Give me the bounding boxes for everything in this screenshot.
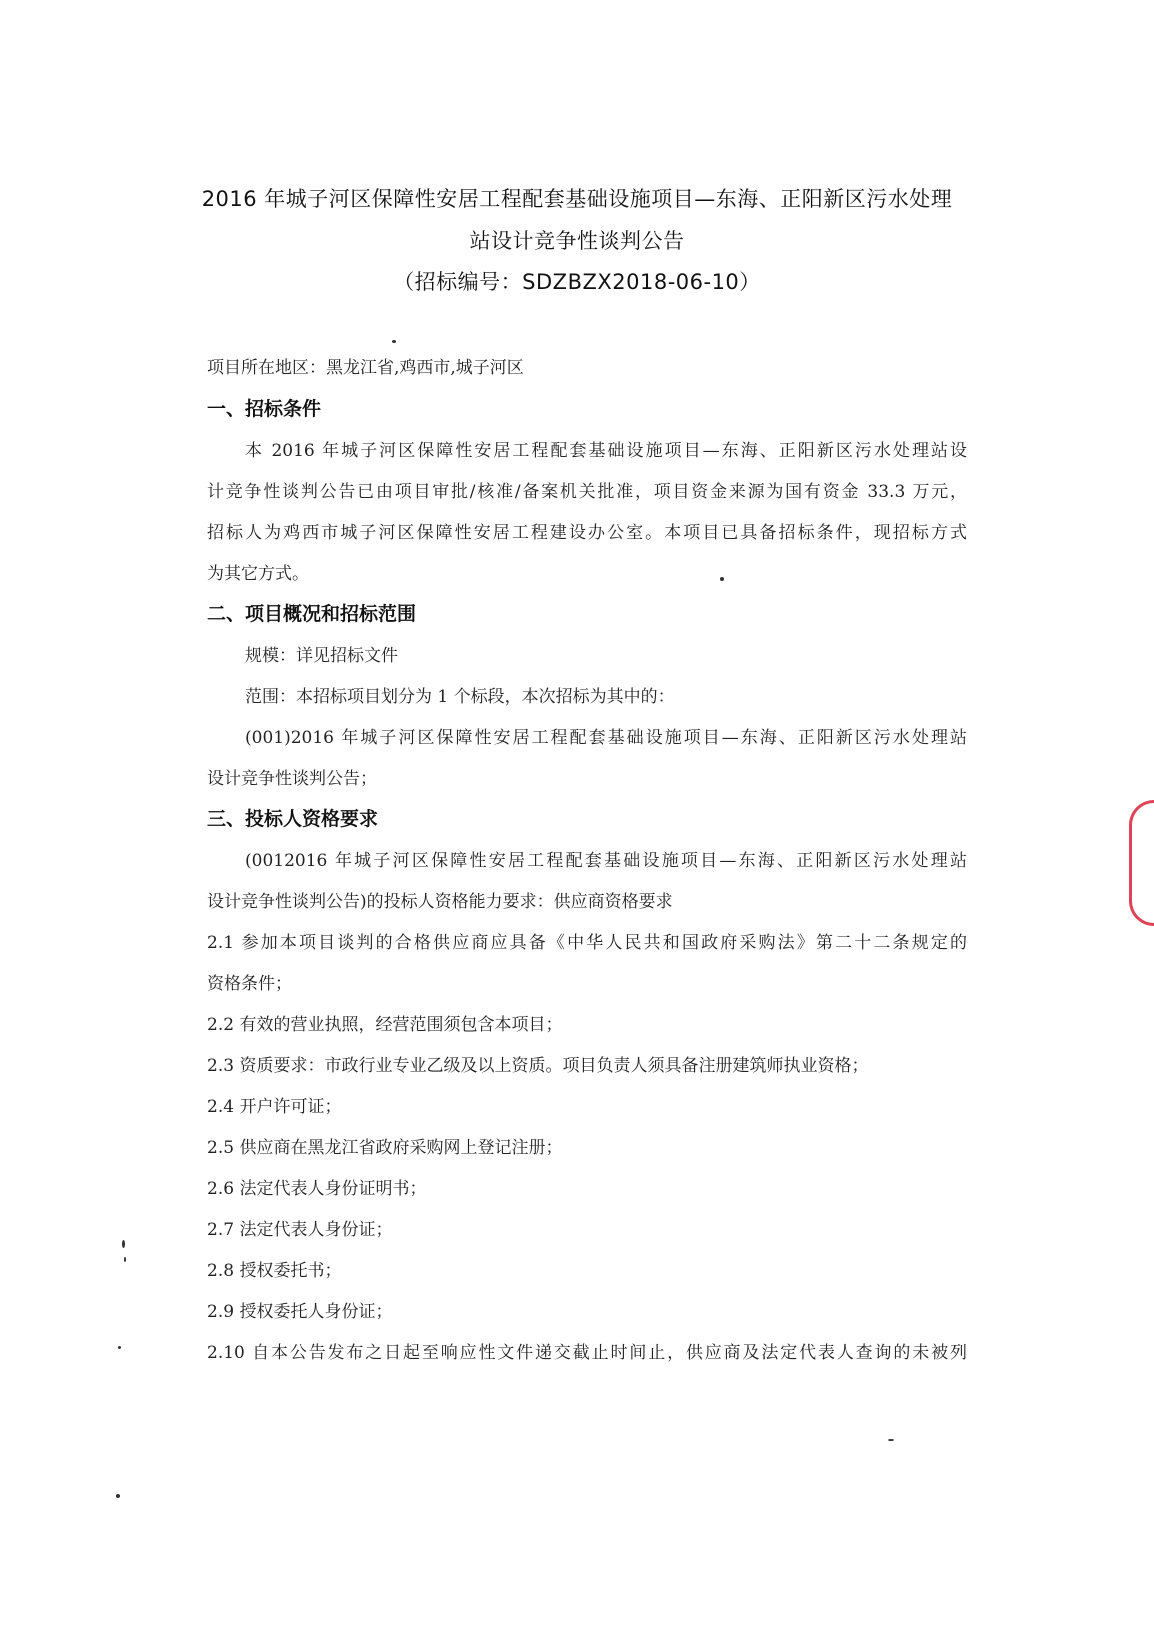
section-1-heading: 一、招标条件 (207, 398, 322, 420)
red-seal-fragment (1129, 800, 1154, 926)
qualification-intro-line: 设计竞争性谈判公告)的投标人资格能力要求：供应商资格要求 (207, 892, 673, 912)
section-1-paragraph-line: 计竞争性谈判公告已由项目审批/核准/备案机关批准，项目资金来源为国有资金 33.3 万元， (207, 482, 967, 502)
requirement-item: 2.1 参加本项目谈判的合格供应商应具备《中华人民共和国政府采购法》第二十二条规定的 (207, 933, 967, 953)
scan-speck (124, 1257, 126, 1262)
scan-speck (392, 340, 396, 343)
section-2-heading: 二、项目概况和招标范围 (207, 603, 417, 625)
tender-number: （招标编号：SDZBZX2018-06-10） (393, 270, 761, 294)
requirement-item: 2.2 有效的营业执照，经营范围须包含本项目； (207, 1015, 563, 1035)
scan-speck (122, 1240, 125, 1248)
scan-speck (720, 577, 724, 581)
section-1-paragraph-line: 为其它方式。 (207, 564, 309, 584)
section-1-paragraph-line: 招标人为鸡西市城子河区保障性安居工程建设办公室。本项目已具备招标条件，现招标方式 (207, 523, 967, 543)
requirement-item: 2.3 资质要求：市政行业专业乙级及以上资质。项目负责人须具备注册建筑师执业资格； (207, 1056, 869, 1076)
qualification-intro-line: (0012016 年城子河区保障性安居工程配套基础设施项目—东海、正阳新区污水处理站 (245, 851, 967, 871)
document-title-line-1: 2016 年城子河区保障性安居工程配套基础设施项目—东海、正阳新区污水处理 (201, 187, 953, 211)
document-title-line-2: 站设计竞争性谈判公告 (469, 229, 685, 253)
scan-speck (888, 1439, 894, 1441)
project-location: 项目所在地区：黑龙江省,鸡西市,城子河区 (207, 358, 524, 378)
requirement-item: 2.8 授权委托书； (207, 1261, 342, 1281)
requirement-item: 2.5 供应商在黑龙江省政府采购网上登记注册； (207, 1138, 563, 1158)
requirement-item: 2.7 法定代表人身份证； (207, 1220, 393, 1240)
project-scope: 范围：本招标项目划分为 1 个标段，本次招标为其中的： (245, 687, 675, 707)
project-scale: 规模：详见招标文件 (245, 646, 398, 666)
lot-description-line: 设计竞争性谈判公告； (207, 769, 377, 789)
section-1-paragraph-line: 本 2016 年城子河区保障性安居工程配套基础设施项目—东海、正阳新区污水处理站设 (245, 441, 967, 461)
scan-speck (118, 1346, 121, 1349)
requirement-item: 2.4 开户许可证； (207, 1097, 342, 1117)
lot-description-line: (001)2016 年城子河区保障性安居工程配套基础设施项目—东海、正阳新区污水处理站 (245, 728, 967, 748)
requirement-item: 2.6 法定代表人身份证明书； (207, 1179, 427, 1199)
requirement-item: 2.9 授权委托人身份证； (207, 1302, 393, 1322)
scan-speck (116, 1494, 120, 1498)
requirement-item: 资格条件； (207, 974, 292, 994)
section-3-heading: 三、投标人资格要求 (207, 808, 379, 830)
requirement-item: 2.10 自本公告发布之日起至响应性文件递交截止时间止，供应商及法定代表人查询的未被列 (207, 1343, 967, 1363)
